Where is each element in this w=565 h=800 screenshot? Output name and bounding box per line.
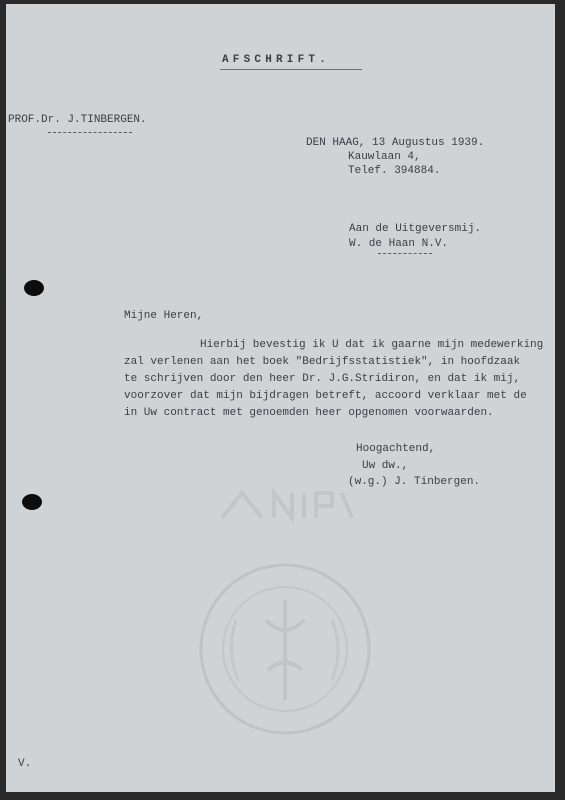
letter-page — [6, 4, 555, 792]
title-underline — [220, 69, 362, 70]
recipient-line-2: W. de Haan N.V. — [349, 238, 449, 250]
stamp-seal — [196, 560, 374, 738]
body-line-1: Hierbij bevestig ik U dat ik gaarne mijn medewerking — [200, 339, 544, 351]
closing-signature: (w.g.) J. Tinbergen. — [348, 476, 481, 488]
closing-uw-dw: Uw dw., — [362, 460, 409, 472]
footer-mark: V. — [18, 758, 32, 770]
body-line-5: in Uw contract met genoemden heer opgenomen voorwaarden. — [124, 407, 494, 419]
body-line-4: voorzover dat mijn bijdragen betreft, accoord verklaar met de — [124, 390, 527, 402]
sender-name: PROF.Dr. J.TINBERGEN. — [8, 114, 147, 126]
salutation: Mijne Heren, — [124, 310, 204, 322]
sender-underline — [48, 132, 132, 133]
stamp-lettering — [212, 478, 362, 538]
phone-number: Telef. 394884. — [348, 165, 441, 177]
closing-greeting: Hoogachtend, — [356, 443, 436, 455]
place-date: DEN HAAG, 13 Augustus 1939. — [306, 137, 485, 149]
punch-hole-bottom — [22, 494, 42, 510]
recipient-line-1: Aan de Uitgeversmij. — [349, 223, 482, 235]
body-line-3: te schrijven door den heer Dr. J.G.Stridiron, en dat ik mij, — [124, 373, 521, 385]
address-line: Kauwlaan 4, — [348, 151, 421, 163]
recipient-underline — [378, 253, 432, 254]
body-line-2: zal verlenen aan het boek "Bedrijfsstatistiek", in hoofdzaak — [124, 356, 521, 368]
punch-hole-top — [24, 280, 44, 296]
document-title: AFSCHRIFT. — [222, 54, 331, 66]
